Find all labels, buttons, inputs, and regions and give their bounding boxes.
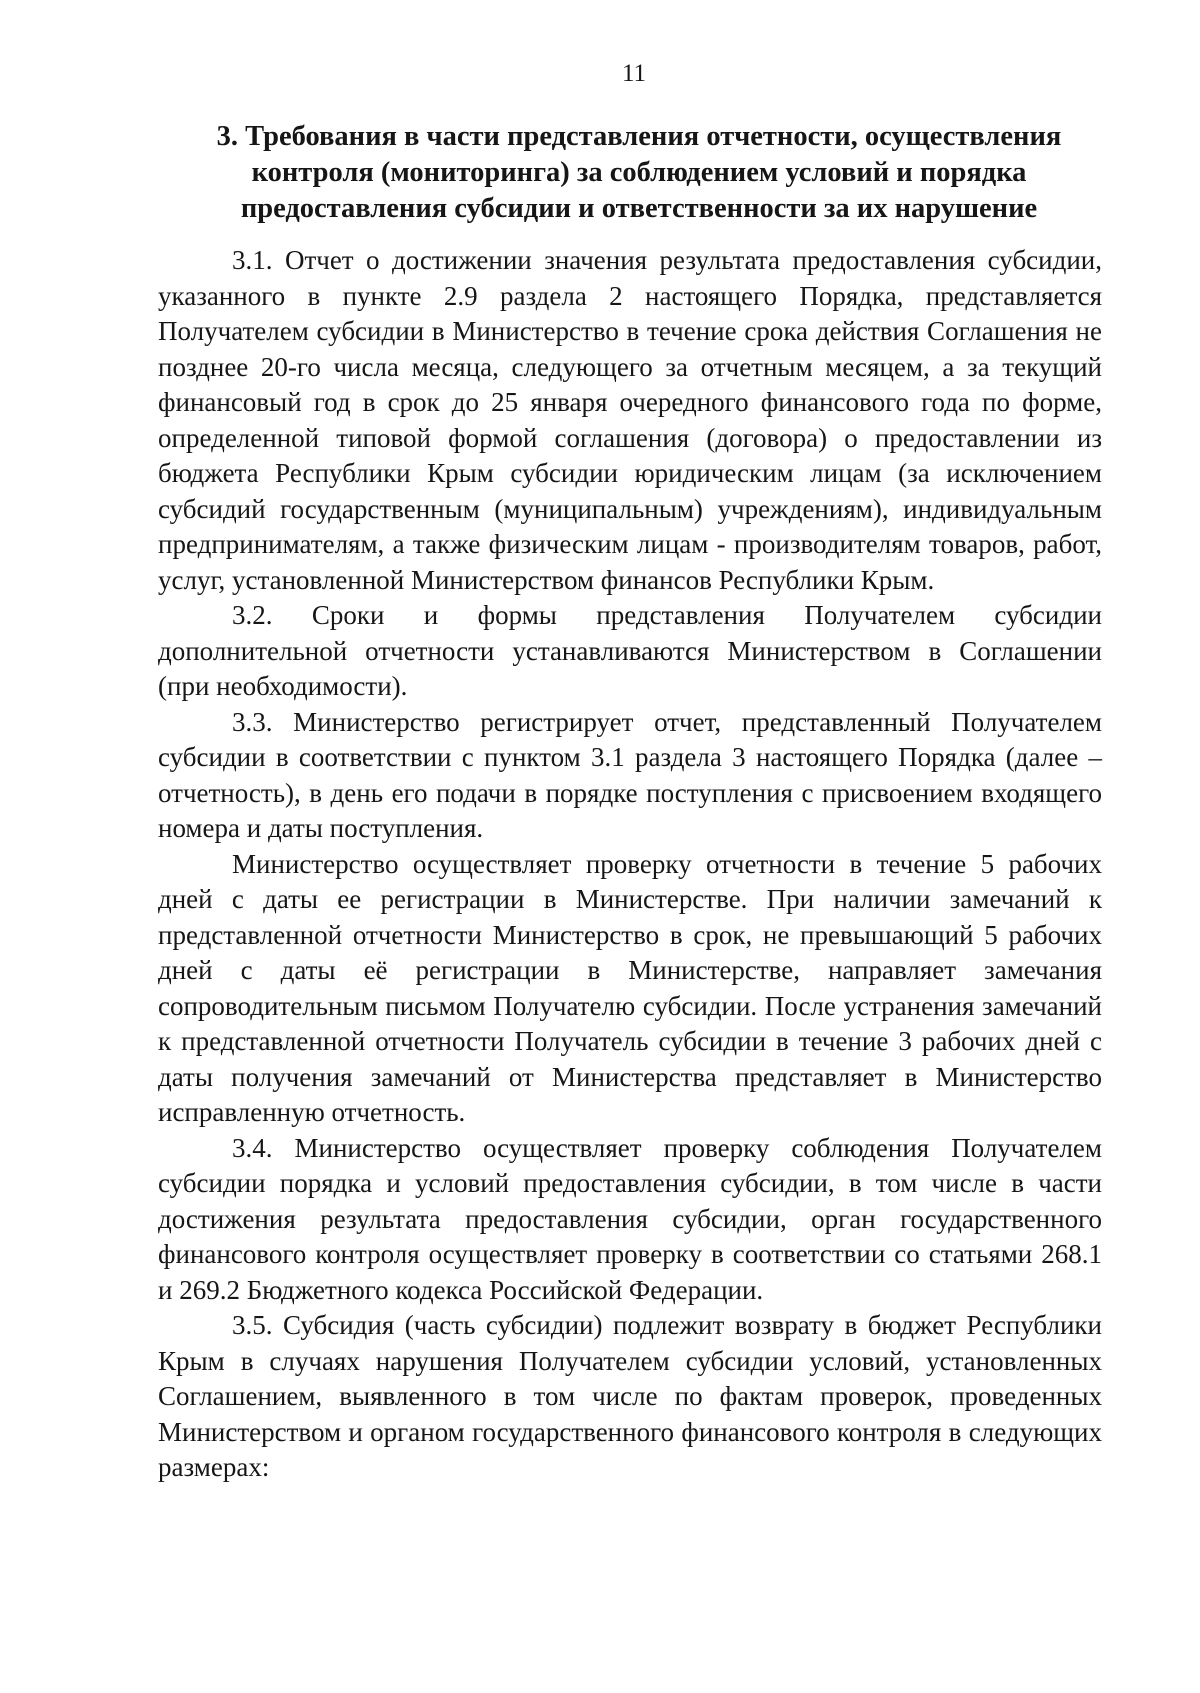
section-body xyxy=(158,243,1102,1486)
heading-line: предоставления субсидии и ответственности за их нарушение xyxy=(240,193,1038,224)
page-number: 11 xyxy=(621,60,647,87)
paragraph-3-4: 3.4. Министерство осуществляет проверку соблюдения Получателем субсидии порядка и условий предоставления субсидии, в том числе в части достижения результата предоставления субсидии, орган государственного финансового контроля осуществляет проверку в соответствии со статьями 268.1 и 269.2 Бюджетного кодекса Российской Федерации. xyxy=(158,1132,1102,1305)
paragraph-3-3: 3.3. Министерство регистрирует отчет, представленный Получателем субсидии в соответствии с пунктом 3.1 раздела 3 настоящего Порядка (далее – отчетность), в день его подачи в порядке поступления с присвоением входящего номера и даты поступления. xyxy=(158,706,1102,843)
paragraph-3-5: 3.5. Субсидия (часть субсидии) подлежит возврату в бюджет Республики Крым в случаях нарушения Получателем субсидии условий, установленных Соглашением, выявленного в том числе по фактам проверок, проведенных Министерством и органом государственного финансового контроля в следующих размерах: xyxy=(158,1310,1102,1482)
heading-line: контроля (мониторинга) за соблюдением условий и порядка xyxy=(251,157,1027,188)
section-heading xyxy=(160,119,1118,227)
heading-line: 3. Требования в части представления отчетности, осуществления xyxy=(216,121,1062,152)
paragraph-3-3-continued: Министерство осуществляет проверку отчетности в течение 5 рабочих дней с даты ее регистрации в Министерстве. При наличии замечаний к представленной отчетности Министерство в срок, не превышающий 5 рабочих дней с даты её регистрации в Министерстве, направляет замечания сопроводительным письмом Получателю субсидии. После устранения замечаний к представленной отчетности Получатель субсидии в течение 3 рабочих дней с даты получения замечаний от Министерства представляет в Министерство исправленную отчетность. xyxy=(158,848,1102,1127)
paragraph-3-1: 3.1. Отчет о достижении значения результата предоставления субсидии, указанного в пункте 2.9 раздела 2 настоящего Порядка, представляется Получателем субсидии в Министерство в течение срока действия Соглашения не позднее 20-го числа месяца, следующего за отчетным месяцем, а за текущий финансовый год в срок до 25 января очередного финансового года по форме, определенной типовой формой соглашения (договора) о предоставлении из бюджета Республики Крым субсидии юридическим лицам (за исключением субсидий государственным (муниципальным) учреждениям), индивидуальным предпринимателям, а также физическим лицам - производителям товаров, работ, услуг, установленной Министерством финансов Республики Крым. xyxy=(158,245,1102,595)
paragraph-3-2: 3.2. Сроки и формы представления Получателем субсидии дополнительной отчетности устанавливаются Министерством в Соглашении (при необходимости). xyxy=(158,600,1102,701)
